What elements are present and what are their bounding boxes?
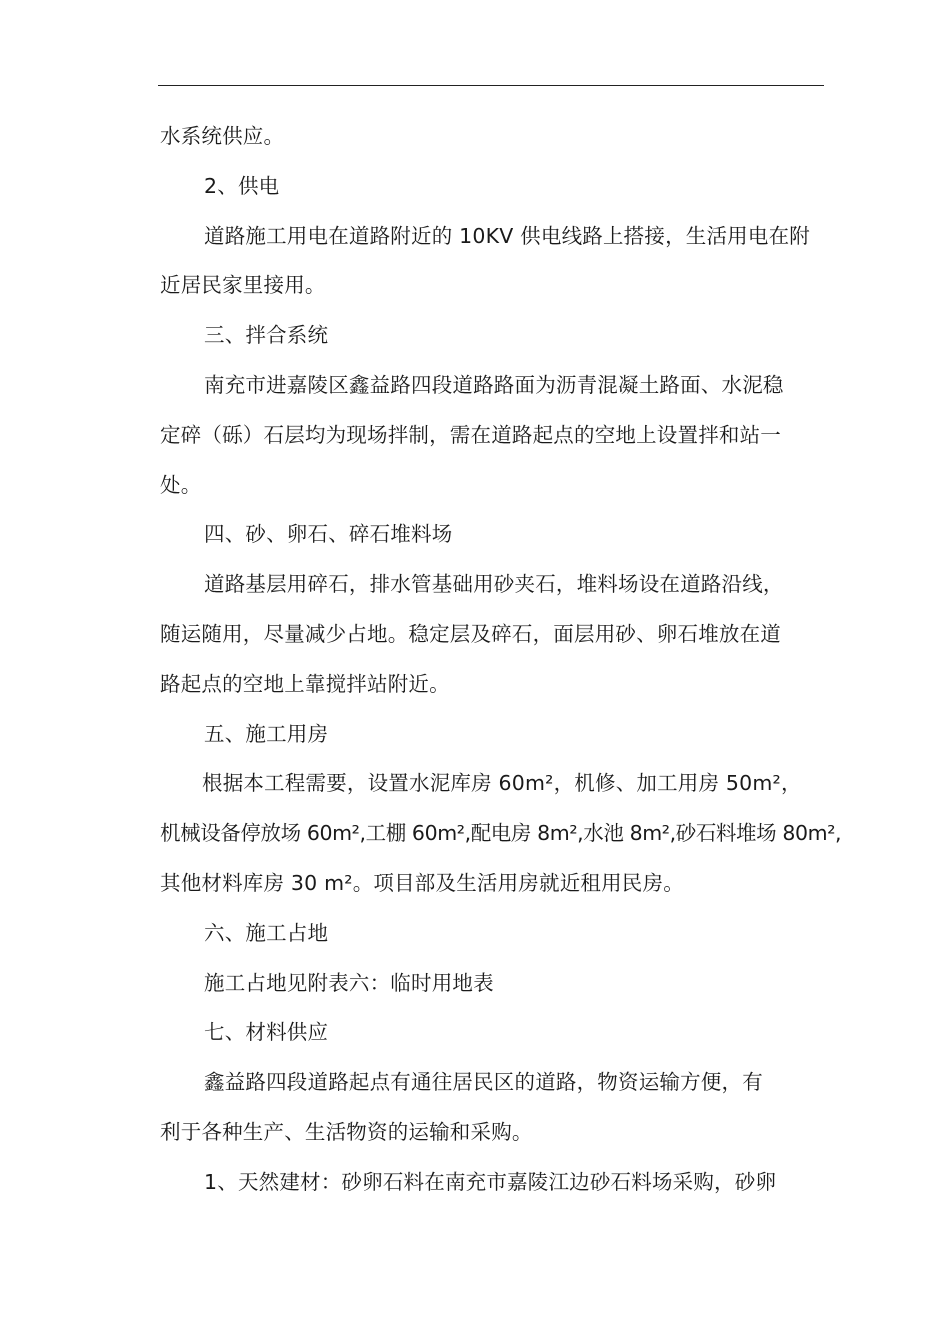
paragraph-line: 鑫益路四段道路起点有通往居民区的道路，物资运输方便，有 bbox=[204, 1070, 763, 1095]
section-heading: 七、材料供应 bbox=[204, 1020, 329, 1045]
paragraph-line: 其他材料库房 30 m²。项目部及生活用房就近租用民房。 bbox=[160, 870, 684, 895]
paragraph-line: 道路施工用电在道路附近的 10KV 供电线路上搭接，生活用电在附 bbox=[204, 223, 810, 248]
document-body bbox=[160, 112, 860, 1208]
paragraph-line: 1、天然建材：砂卵石料在南充市嘉陵江边砂石料场采购，砂卵 bbox=[204, 1169, 777, 1194]
header-rule bbox=[158, 85, 824, 86]
section-heading: 五、施工用房 bbox=[204, 721, 329, 746]
text-line: 水系统供应。 bbox=[160, 124, 285, 148]
section-heading: 三、拌合系统 bbox=[204, 323, 329, 348]
section-heading: 2、供电 bbox=[204, 173, 280, 198]
paragraph-line: 定碎（砾）石层均为现场拌制，需在道路起点的空地上设置拌和站一 bbox=[160, 422, 781, 447]
paragraph-line: 施工占地见附表六：临时用地表 bbox=[204, 970, 494, 995]
paragraph-line: 南充市进嘉陵区鑫益路四段道路路面为沥青混凝土路面、水泥稳 bbox=[204, 372, 784, 397]
paragraph-line: 根据本工程需要，设置水泥库房 60m²，机修、加工用房 50m²， bbox=[202, 771, 802, 796]
section-heading: 六、施工占地 bbox=[204, 920, 329, 945]
paragraph-line: 近居民家里接用。 bbox=[160, 273, 326, 298]
paragraph-line: 利于各种生产、生活物资的运输和采购。 bbox=[160, 1119, 533, 1144]
paragraph-line: 路起点的空地上靠搅拌站附近。 bbox=[160, 671, 450, 696]
paragraph-line: 机械设备停放场 60m²,工棚 60m²,配电房 8m²,水池 8m²,砂石料堆场 80m², bbox=[160, 821, 842, 846]
paragraph-line: 随运随用，尽量减少占地。稳定层及碎石，面层用砂、卵石堆放在道 bbox=[160, 621, 781, 646]
section-heading: 四、砂、卵石、碎石堆料场 bbox=[204, 522, 453, 547]
paragraph-line: 处。 bbox=[160, 472, 202, 497]
paragraph-line: 道路基层用碎石，排水管基础用砂夹石，堆料场设在道路沿线， bbox=[204, 572, 784, 597]
